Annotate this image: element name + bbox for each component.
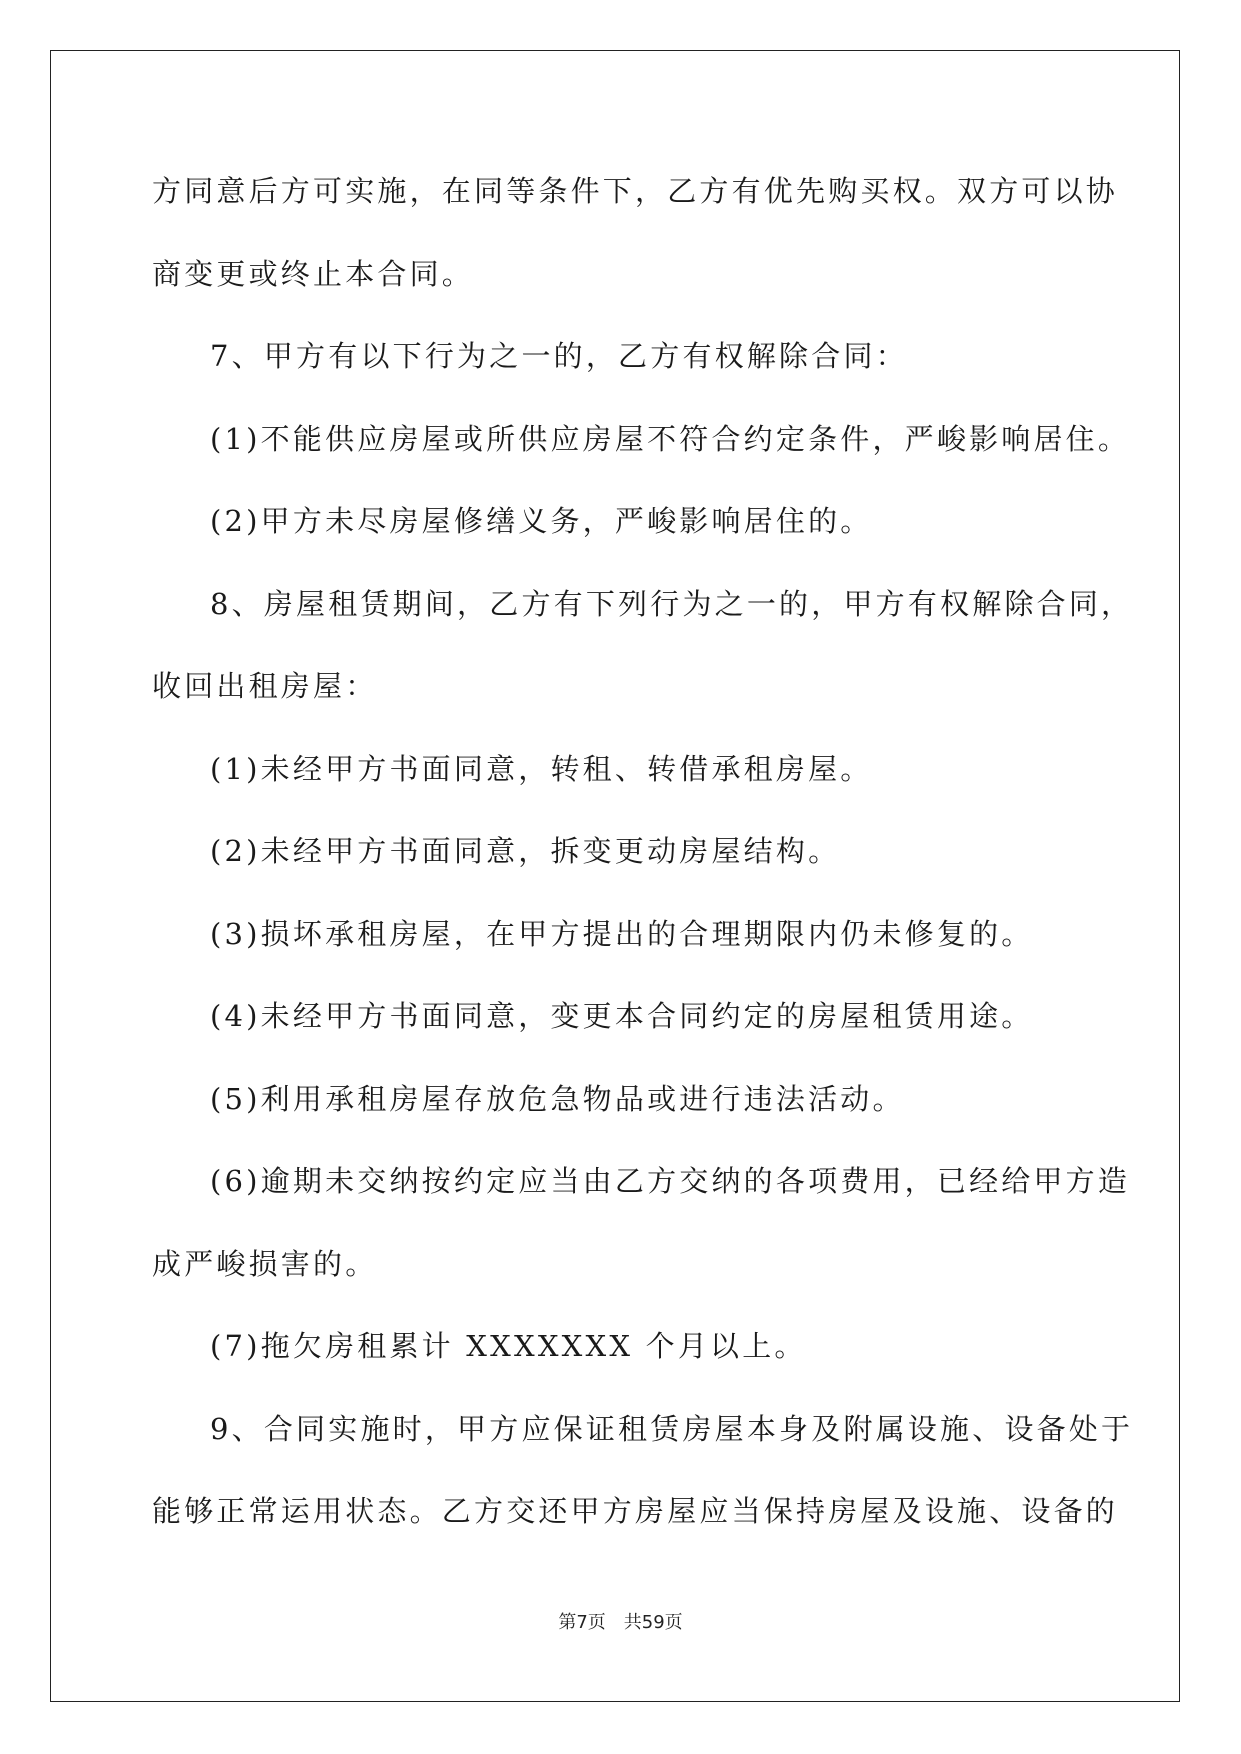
clause-8-item-6: (6)逾期未交纳按约定应当由乙方交纳的各项费用，已经给甲方造 — [210, 1164, 1131, 1198]
clause-8-item-1: (1)未经甲方书面同意，转租、转借承租房屋。 — [210, 751, 873, 786]
clause-8-item-7: (7)拖欠房租累计 XXXXXXX 个月以上。 — [210, 1329, 807, 1363]
document-body — [152, 160, 1134, 1563]
total-prefix: 共 — [623, 1612, 642, 1633]
clause-7-heading: 7、甲方有以下行为之一的，乙方有权解除合同： — [210, 339, 908, 373]
clause-8-item-5: (5)利用承租房屋存放危急物品或进行违法活动。 — [210, 1081, 905, 1116]
text-line: 收回出租房屋： — [152, 669, 378, 703]
text-line: 能够正常运用状态。乙方交还甲方房屋应当保持房屋及设施、设备的 — [152, 1494, 1119, 1528]
clause-7-item-2: (2)甲方未尽房屋修缮义务，严峻影响居住的。 — [210, 504, 873, 538]
text-line: 成严峻损害的。 — [152, 1246, 378, 1281]
clause-8-item-4: (4)未经甲方书面同意，变更本合同约定的房屋租赁用途。 — [210, 999, 1034, 1033]
total-suffix: 页 — [664, 1612, 683, 1633]
page-footer — [0, 1608, 1241, 1634]
page-suffix: 页 — [587, 1612, 606, 1633]
total-pages: 59 — [641, 1612, 665, 1633]
text-line: 方同意后方可实施，在同等条件下，乙方有优先购买权。双方可以协 — [152, 174, 1119, 208]
text-line: 商变更或终止本合同。 — [152, 256, 475, 291]
clause-8-heading: 8、房屋租赁期间，乙方有下列行为之一的，甲方有权解除合同， — [210, 586, 1134, 621]
clause-7-item-1: (1)不能供应房屋或所供应房屋不符合约定条件，严峻影响居住。 — [210, 421, 1131, 456]
page-prefix: 第 — [558, 1612, 577, 1633]
clause-8-item-3: (3)损坏承租房屋，在甲方提出的合理期限内仍未修复的。 — [210, 916, 1034, 951]
page-number: 7 — [576, 1612, 588, 1633]
clause-8-item-2: (2)未经甲方书面同意，拆变更动房屋结构。 — [210, 834, 841, 868]
clause-9-heading: 9、合同实施时，甲方应保证租赁房屋本身及附属设施、设备处于 — [210, 1411, 1134, 1446]
